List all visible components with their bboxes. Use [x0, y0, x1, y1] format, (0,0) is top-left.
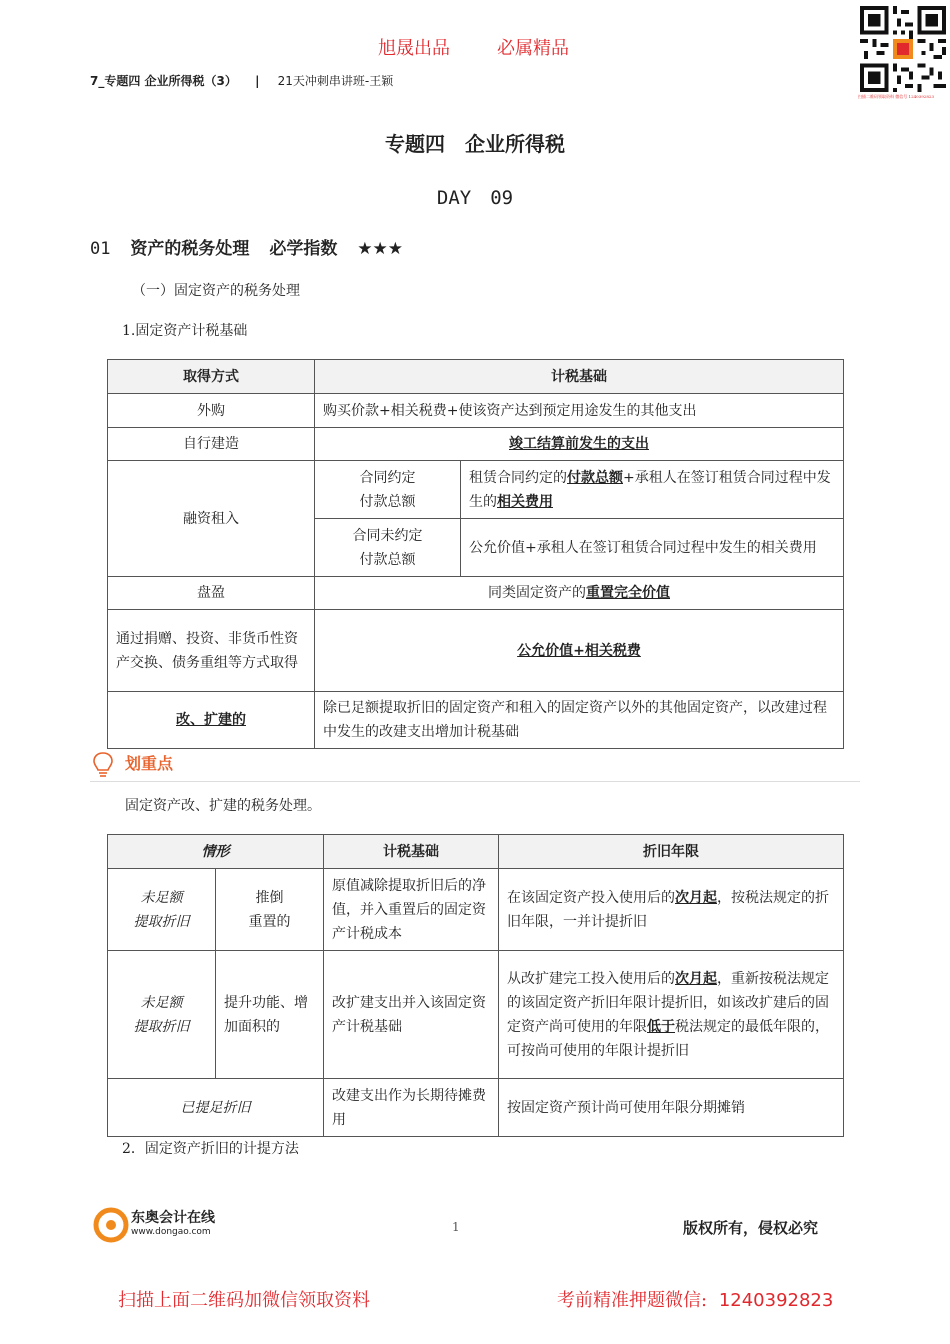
table-row: [108, 394, 844, 428]
qr-caption: 扫描二维码领取资料 微信号 1240392823: [858, 94, 934, 99]
day-label: DAY 09: [436, 187, 514, 209]
acquire-method: 融资租入: [108, 461, 315, 577]
table-row: [108, 461, 844, 519]
tax-basis: 竣工结算前发生的支出: [315, 428, 844, 461]
acquire-method: 盘盈: [108, 577, 315, 610]
promo-right: 必属精品: [497, 38, 569, 59]
depreciation-period: 按固定资产预计尚可使用年限分期摊销: [499, 1079, 844, 1137]
underlined-term: 付款总额: [567, 469, 623, 486]
underlined-term: 重置完全价值: [586, 585, 670, 601]
lease-case-label: 合同约定 付款总额: [315, 461, 461, 519]
text-span: 同类固定资产的: [488, 585, 586, 601]
expansion-kind: 推倒 重置的: [216, 869, 324, 951]
text-span: 租赁合同约定的: [469, 469, 567, 486]
logo-name: 东奥会计在线: [131, 1210, 215, 1226]
tax-basis: 除已足额提取折旧的固定资产和租入的固定资产以外的其他固定资产，以改建过程中发生的改建支出增加计税基础: [315, 692, 844, 749]
underlined-term: 次月起: [675, 970, 717, 987]
acquire-method: 自行建造: [108, 428, 315, 461]
qr-code-icon: [860, 6, 946, 92]
underlined-term: 低于: [647, 1018, 675, 1035]
lease-case-label: 合同未约定 付款总额: [315, 519, 461, 577]
tax-basis: 改扩建支出并入该固定资产计税基础: [324, 951, 499, 1079]
text-span: 在该固定资产投入使用后的: [507, 889, 675, 906]
depreciation-period: [499, 869, 844, 951]
tax-basis: 购买价款+相关税费+使该资产达到预定用途发生的其他支出: [315, 394, 844, 428]
table-row: [108, 951, 844, 1079]
text-span: ，按税法规定的折旧年限，一并计提折旧: [507, 889, 829, 930]
table-row: [108, 610, 844, 692]
tax-basis: [315, 577, 844, 610]
underlined-term: 相关费用: [497, 493, 553, 510]
table-header: 折旧年限: [499, 835, 844, 869]
section-number: 01: [90, 239, 111, 259]
header-separator: |: [255, 74, 260, 88]
table-header: 计税基础: [324, 835, 499, 869]
text-span: 税法规定的最低年限的，可按尚可使用的年限计提折旧: [507, 1018, 829, 1059]
tax-basis: [461, 461, 844, 519]
key-point-label: 划重点: [125, 754, 174, 773]
subsection-depreciation-method: 2．固定资产折旧的计提方法: [122, 1141, 299, 1157]
text-span: ，重新按税法规定的该固定资产折旧年限计提折旧，如该改扩建后的固定资产尚可使用的年限: [507, 970, 829, 1035]
table-header: 取得方式: [108, 360, 315, 394]
expansion-kind: 提升功能、增加面积的: [216, 951, 324, 1079]
tax-basis: 原值减除提取折旧后的净值，并入重置后的固定资产计税成本: [324, 869, 499, 951]
dongao-logo-icon: [93, 1207, 129, 1243]
star-rating: ★★★: [357, 239, 403, 259]
page-number: 1: [452, 1220, 460, 1234]
tax-basis: 公允价值+承租人在签订租赁合同过程中发生的相关费用: [461, 519, 844, 577]
tax-basis-table: [107, 359, 844, 749]
depreciation-period: [499, 951, 844, 1079]
subsection-fixed-assets: （一）固定资产的税务处理: [132, 283, 300, 299]
text-span: 从改扩建完工投入使用后的: [507, 970, 675, 987]
copyright-notice: 版权所有，侵权必究: [683, 1219, 819, 1237]
depreciation-status: 已提足折旧: [108, 1079, 324, 1137]
table-row: [108, 1079, 844, 1137]
wechat-id: 1240392823: [718, 1290, 834, 1311]
acquire-method: 外购: [108, 394, 315, 428]
key-point-text: 固定资产改、扩建的税务处理。: [125, 798, 321, 814]
logo-url: www.dongao.com: [131, 1227, 211, 1237]
expansion-table: [107, 834, 844, 1137]
tax-basis: 改建支出作为长期待摊费用: [324, 1079, 499, 1137]
section-tag: 必学指数: [269, 239, 338, 259]
depreciation-status: 未足额 提取折旧: [108, 951, 216, 1079]
depreciation-status: 未足额 提取折旧: [108, 869, 216, 951]
chapter-label: 7_专题四 企业所得税（3）: [90, 74, 237, 88]
subsection-tax-basis: 1.固定资产计税基础: [122, 323, 248, 339]
page-header: [90, 72, 393, 89]
table-row: [108, 577, 844, 610]
text-span: +承租人在签订租赁合同过程中发生的: [469, 469, 831, 510]
course-label: 21天冲刺串讲班-王颖: [277, 74, 394, 88]
table-row: [108, 428, 844, 461]
underlined-term: 次月起: [675, 889, 717, 906]
page-title: 专题四 企业所得税: [385, 132, 565, 156]
table-header: 计税基础: [315, 360, 844, 394]
acquire-method: 改、扩建的: [108, 692, 315, 749]
footer-promo-left: 扫描上面二维码加微信领取资料: [118, 1290, 370, 1311]
table-header: 情形: [108, 835, 324, 869]
key-point-banner: [90, 751, 860, 782]
table-row: [108, 869, 844, 951]
promo-left: 旭晟出品: [378, 38, 450, 59]
acquire-method: 通过捐赠、投资、非货币性资产交换、债务重组等方式取得: [108, 610, 315, 692]
footer-promo-right: [557, 1286, 833, 1312]
lightbulb-icon: [92, 751, 114, 779]
section-title: 资产的税务处理: [130, 239, 250, 259]
wechat-label: 考前精准押题微信:: [557, 1290, 708, 1311]
section-heading: [90, 234, 403, 259]
dongao-logo: [93, 1205, 233, 1245]
table-row: [108, 692, 844, 749]
tax-basis: 公允价值+相关税费: [315, 610, 844, 692]
